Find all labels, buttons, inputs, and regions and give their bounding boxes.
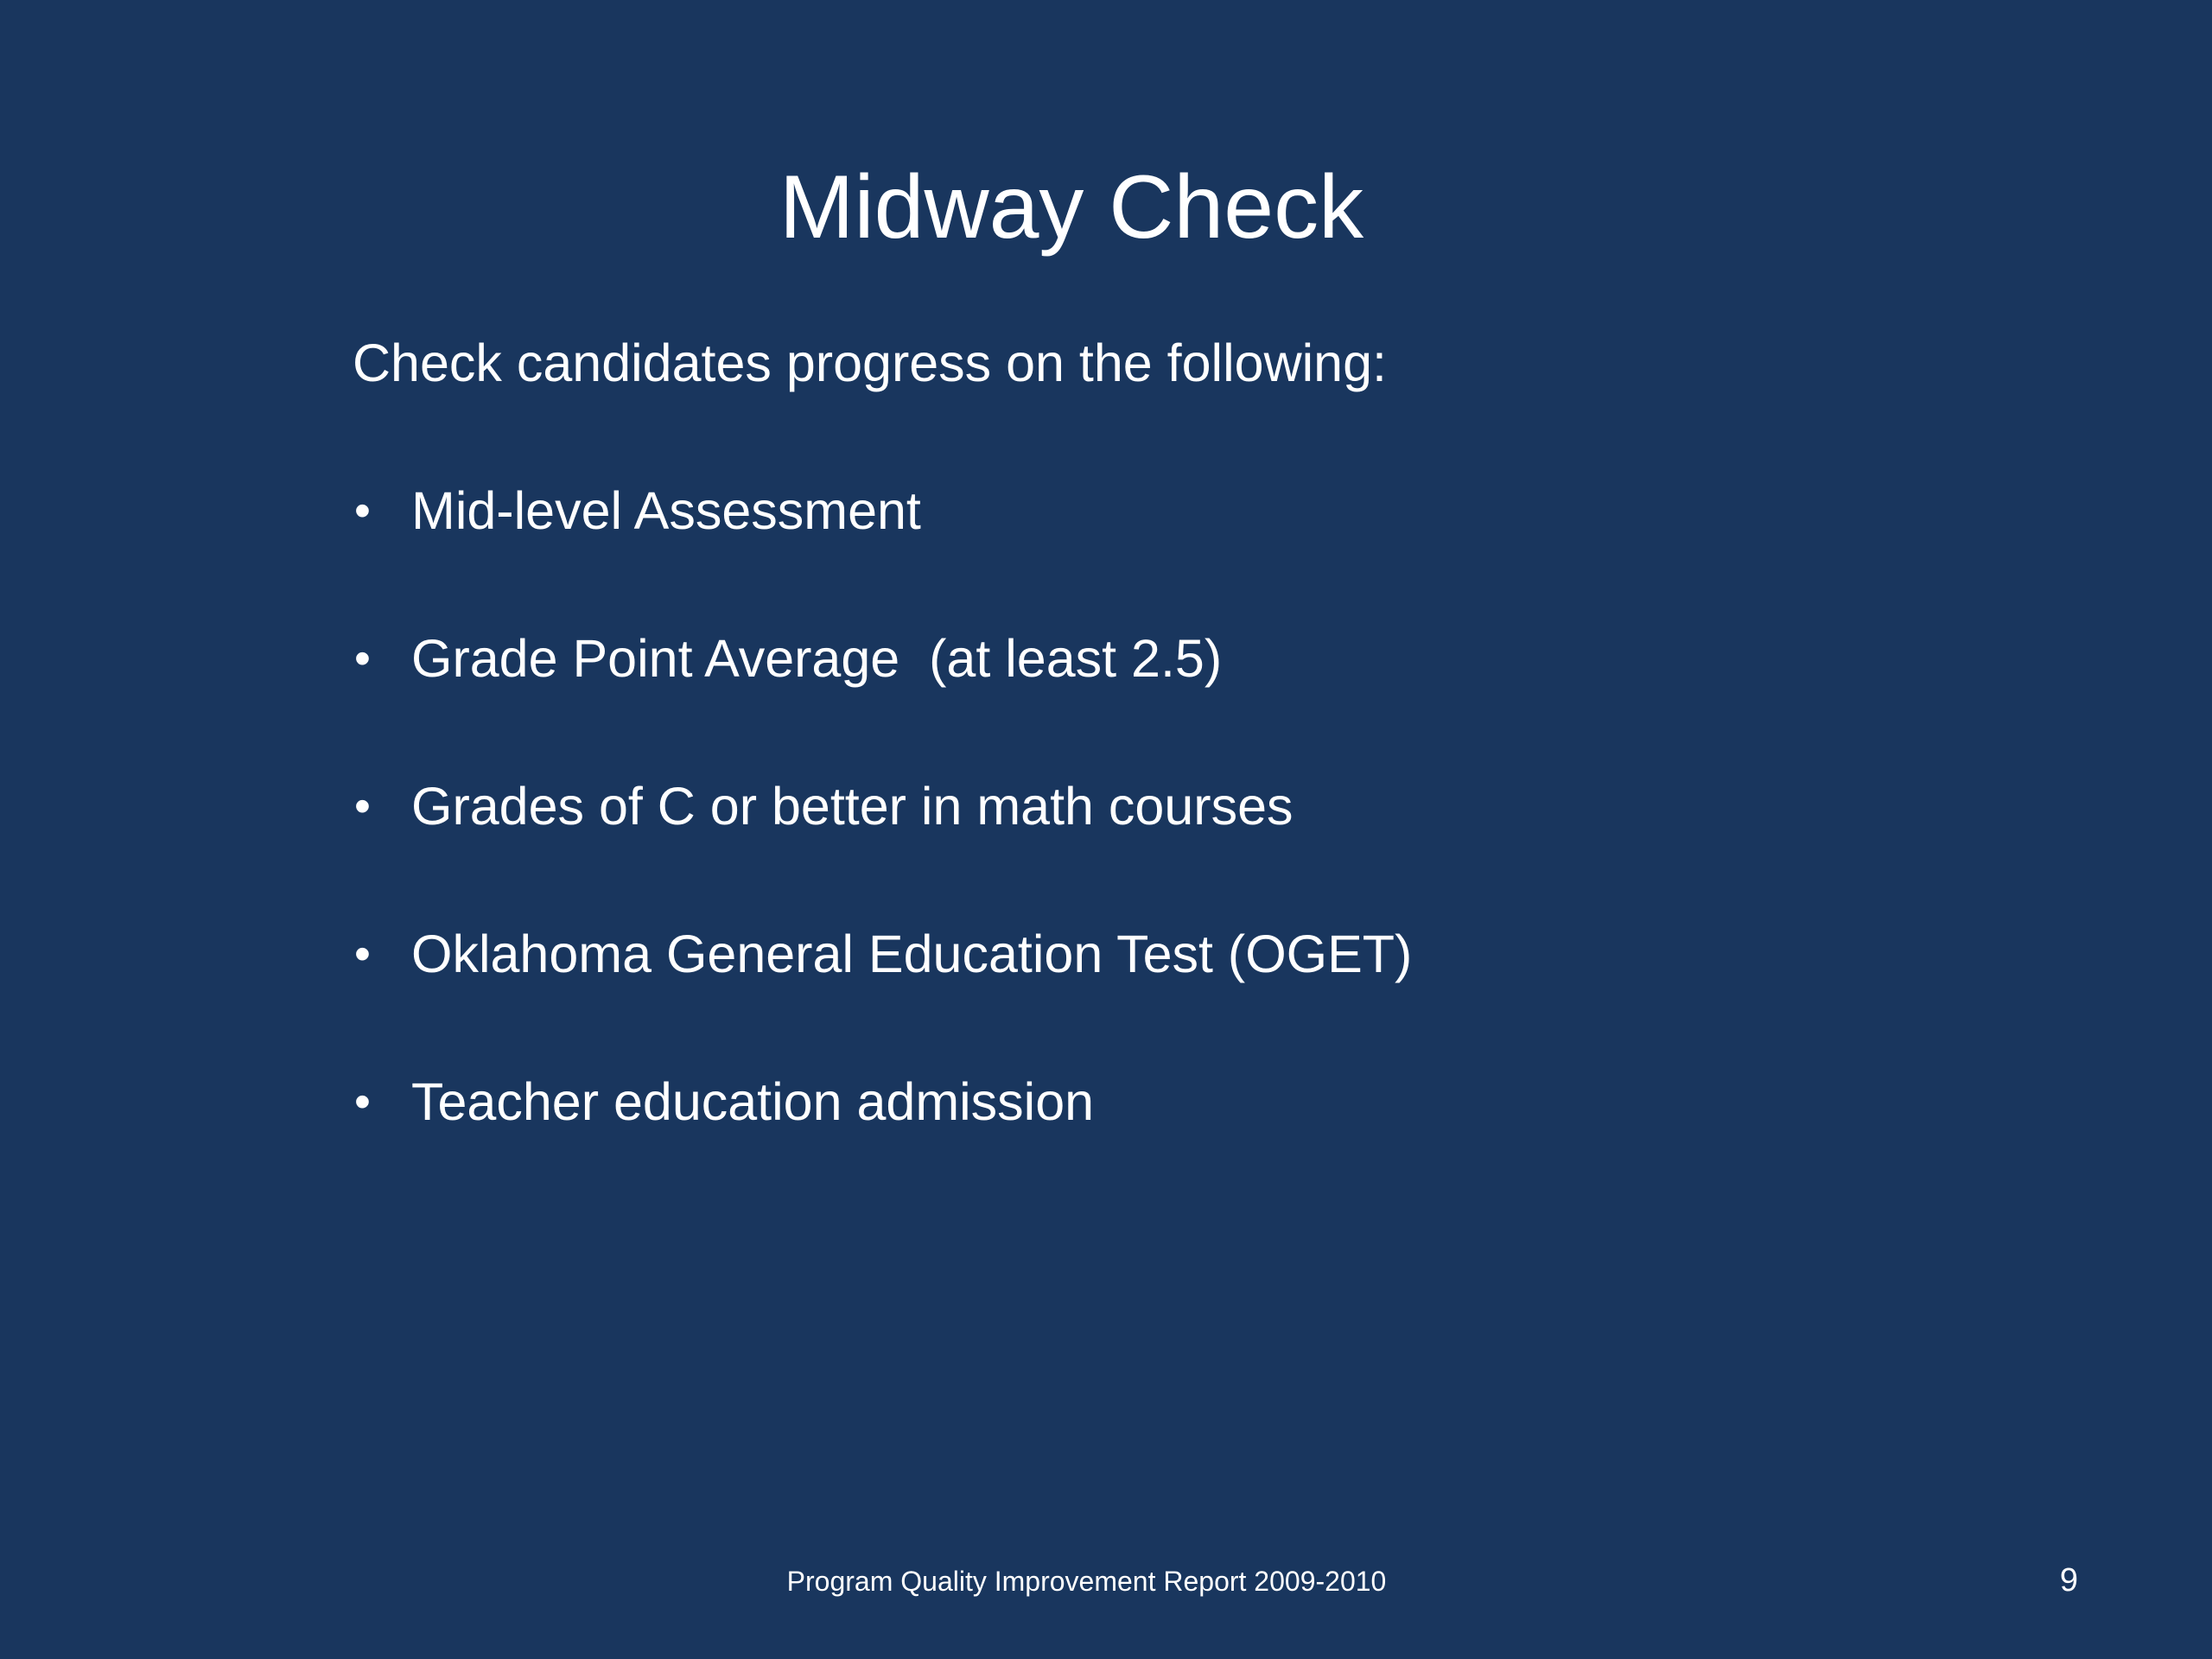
bullet-icon: •: [354, 1076, 371, 1128]
bullet-text: Mid-level Assessment: [411, 481, 921, 540]
slide-footer: Program Quality Improvement Report 2009-2010: [786, 1566, 1387, 1597]
intro-text: Check candidates progress on the following:: [353, 334, 1387, 392]
slide-title: Midway Check: [779, 157, 1364, 257]
bullet-list: [353, 474, 1994, 1138]
slide-body: [353, 327, 1994, 1138]
bullet-text: Grade Point Average (at least 2.5): [411, 629, 1223, 688]
bullet-item: [353, 770, 1994, 842]
bullet-item: [353, 622, 1994, 695]
bullet-item: [353, 474, 1994, 547]
bullet-text: Grades of C or better in math courses: [411, 777, 1294, 836]
page-number: 9: [2059, 1562, 2078, 1599]
bullet-item: [353, 918, 1994, 990]
bullet-text: Teacher education admission: [411, 1072, 1095, 1131]
bullet-item: [353, 1065, 1994, 1138]
bullet-icon: •: [354, 485, 371, 537]
bullet-icon: •: [354, 780, 371, 832]
bullet-icon: •: [354, 632, 371, 684]
bullet-icon: •: [354, 928, 371, 980]
bullet-text: Oklahoma General Education Test (OGET): [411, 925, 1413, 983]
